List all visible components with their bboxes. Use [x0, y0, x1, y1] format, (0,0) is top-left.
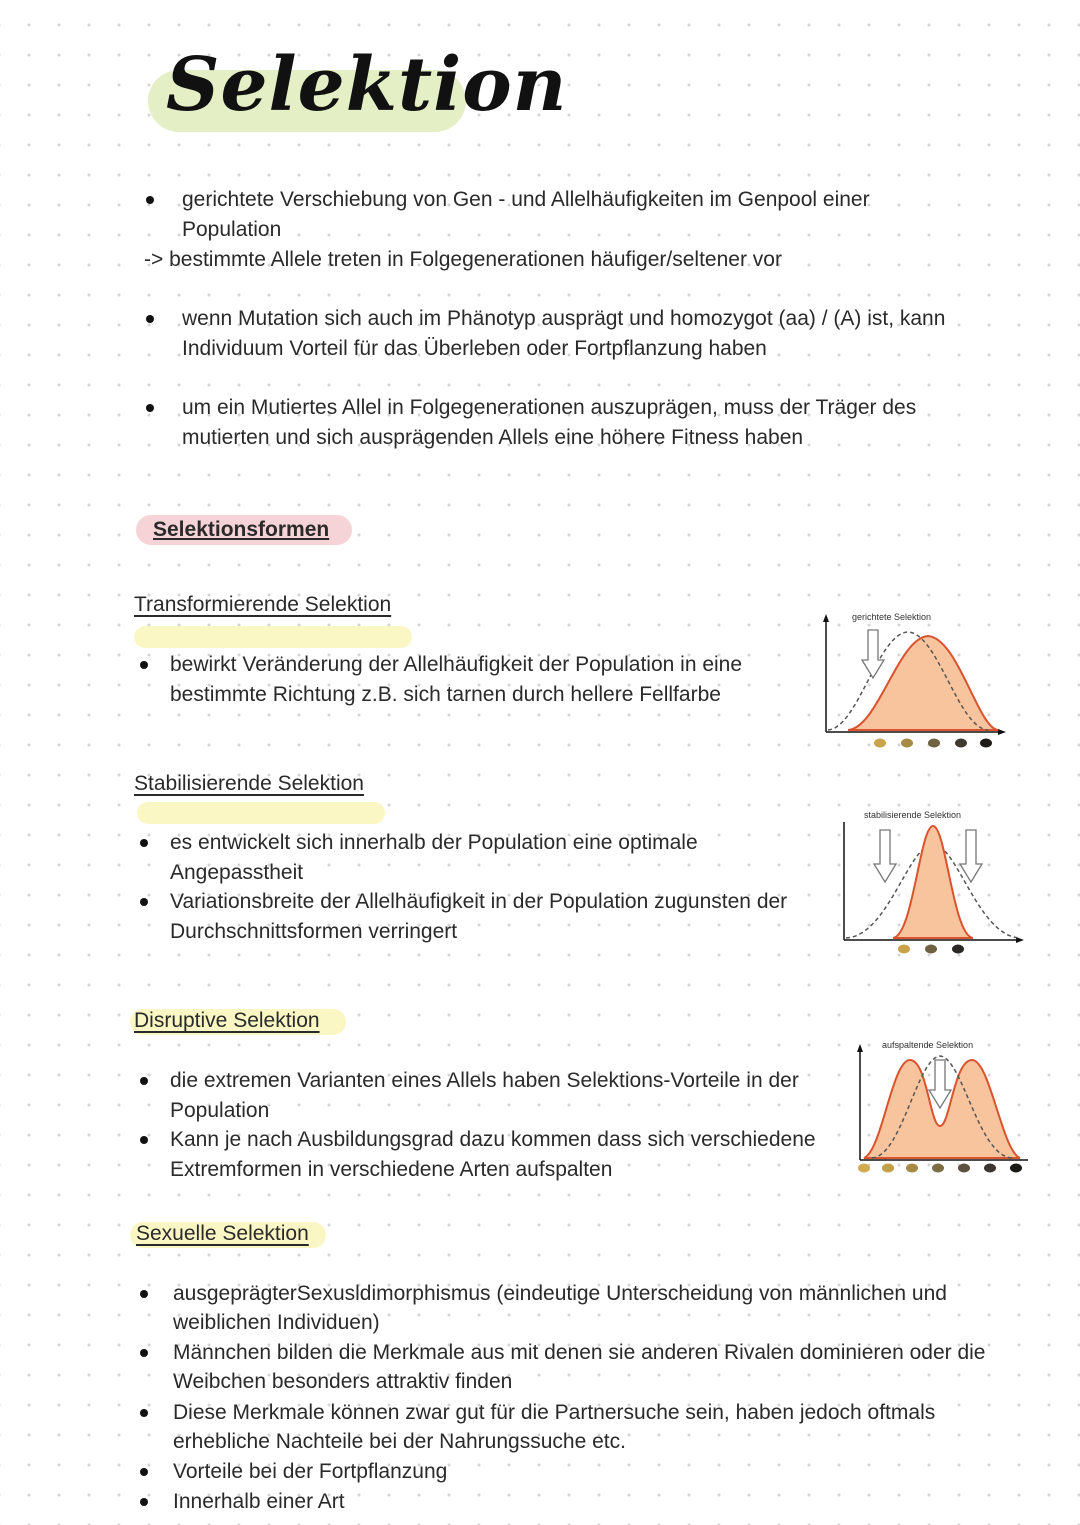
- intro-bullet-1-line-1: gerichtete Verschiebung von Gen - und Allelhäufigkeiten im Genpool einer: [182, 188, 870, 211]
- bullet-dot: [140, 898, 148, 906]
- intro-bullet-2-line-2: Individuum Vorteil für das Überleben oder Fortpflanzung haben: [182, 337, 767, 360]
- sexual-bullet-1-line-2: weiblichen Individuen): [173, 1311, 380, 1334]
- narrowed-distribution-curve: [893, 826, 973, 938]
- stabilizing-selection-diagram: [838, 806, 1028, 956]
- disrupt-bullet-1-line-1: die extremen Varianten eines Allels haben Selektions-Vorteile in der: [170, 1069, 799, 1092]
- sexual-heading: Sexuelle Selektion: [136, 1222, 309, 1245]
- title-text: Selektion: [166, 42, 568, 128]
- y-axis-arrow: [857, 1044, 863, 1052]
- stabilizing-selection-title: stabilisierende Selektion: [864, 810, 962, 820]
- stabil-bullet-2-line-2: Durchschnittsformen verringert: [170, 920, 458, 943]
- disrupt-bullet-2-line-2: Extremformen in verschiedene Arten aufspalten: [170, 1158, 613, 1181]
- section-heading: Selektionsformen: [153, 518, 330, 541]
- bullet-dot: [140, 1498, 148, 1506]
- bullet-dot: [140, 1468, 148, 1476]
- intro-arrow-line: -> bestimmte Allele treten in Folgegenerationen häufiger/seltener vor: [144, 248, 782, 271]
- bullet-dot: [140, 1136, 148, 1144]
- intro-bullet-3-line-2: mutierten und sich ausprägenden Allels eine höhere Fitness haben: [182, 426, 804, 449]
- bullet-dot: [140, 661, 148, 669]
- sexual-bullet-1-line-1: ausgeprägterSexusldimorphismus (eindeutige Unterscheidung von männlichen und: [173, 1282, 947, 1305]
- stabil-bullet-2-line-1: Variationsbreite der Allelhäufigkeit in der Population zugunsten der: [170, 890, 788, 913]
- bullet-dot: [140, 839, 148, 847]
- intro-bullet-3-line-1: um ein Mutiertes Allel in Folgegenerationen auszuprägen, muss der Träger des: [182, 396, 917, 419]
- bullet-dot: [140, 1290, 148, 1298]
- snail-row-icon: [898, 945, 964, 954]
- snail-row-icon: [858, 1164, 1022, 1173]
- down-arrow-right-icon: [960, 830, 982, 882]
- intro-bullet-1-line-2: Population: [182, 218, 282, 241]
- transform-heading: Transformierende Selektion: [134, 593, 392, 616]
- bullet-dot: [140, 1349, 148, 1357]
- bullet-dot: [140, 1077, 148, 1085]
- disrupt-bullet-1-line-2: Population: [170, 1099, 270, 1122]
- disrupt-bullet-2-line-1: Kann je nach Ausbildungsgrad dazu kommen dass sich verschiedene: [170, 1128, 816, 1151]
- bullet-dot: [146, 404, 154, 412]
- sexual-bullet-4: Vorteile bei der Fortpflanzung: [173, 1460, 448, 1483]
- stabil-bullet-1-line-2: Angepasstheit: [170, 861, 304, 884]
- bullet-dot: [140, 1409, 148, 1417]
- directional-selection-diagram: [818, 608, 1008, 754]
- stabil-highlight: [137, 802, 385, 824]
- sexual-bullet-3-line-1: Diese Merkmale können zwar gut für die Partnersuche sein, haben jedoch oftmals: [173, 1401, 936, 1424]
- transform-line-1: bewirkt Veränderung der Allelhäufigkeit der Population in eine: [170, 653, 743, 676]
- disruptive-selection-diagram: [852, 1036, 1034, 1178]
- stabil-bullet-1-line-1: es entwickelt sich innerhalb der Population eine optimale: [170, 831, 698, 854]
- transform-highlight: [134, 626, 412, 648]
- page-title: [140, 40, 568, 150]
- disrupt-heading: Disruptive Selektion: [134, 1009, 320, 1032]
- stabil-heading: Stabilisierende Selektion: [134, 772, 364, 795]
- sexual-bullet-3-line-2: erhebliche Nachteile bei der Nahrungssuche etc.: [173, 1430, 626, 1453]
- sexual-bullet-5: Innerhalb einer Art: [173, 1490, 345, 1513]
- x-axis-arrow: [998, 729, 1006, 735]
- sexual-bullet-2-line-2: Weibchen besonders attraktiv finden: [173, 1370, 513, 1393]
- y-axis-arrow: [823, 614, 829, 622]
- down-arrow-icon: [862, 630, 884, 678]
- down-arrow-left-icon: [874, 830, 896, 882]
- down-arrow-icon: [929, 1060, 951, 1108]
- bullet-dot: [146, 315, 154, 323]
- disruptive-selection-title: aufspaltende Selektion: [882, 1040, 974, 1050]
- transform-line-2: bestimmte Richtung z.B. sich tarnen durch hellere Fellfarbe: [170, 683, 721, 706]
- bullet-dot: [146, 196, 154, 204]
- sexual-bullet-2-line-1: Männchen bilden die Merkmale aus mit denen sie anderen Rivalen dominieren oder die: [173, 1341, 986, 1364]
- snail-row-icon: [874, 739, 992, 748]
- intro-bullet-2-line-1: wenn Mutation sich auch im Phänotyp ausprägt und homozygot (aa) / (A) ist, kann: [182, 307, 946, 330]
- directional-selection-title: gerichtete Selektion: [852, 612, 932, 622]
